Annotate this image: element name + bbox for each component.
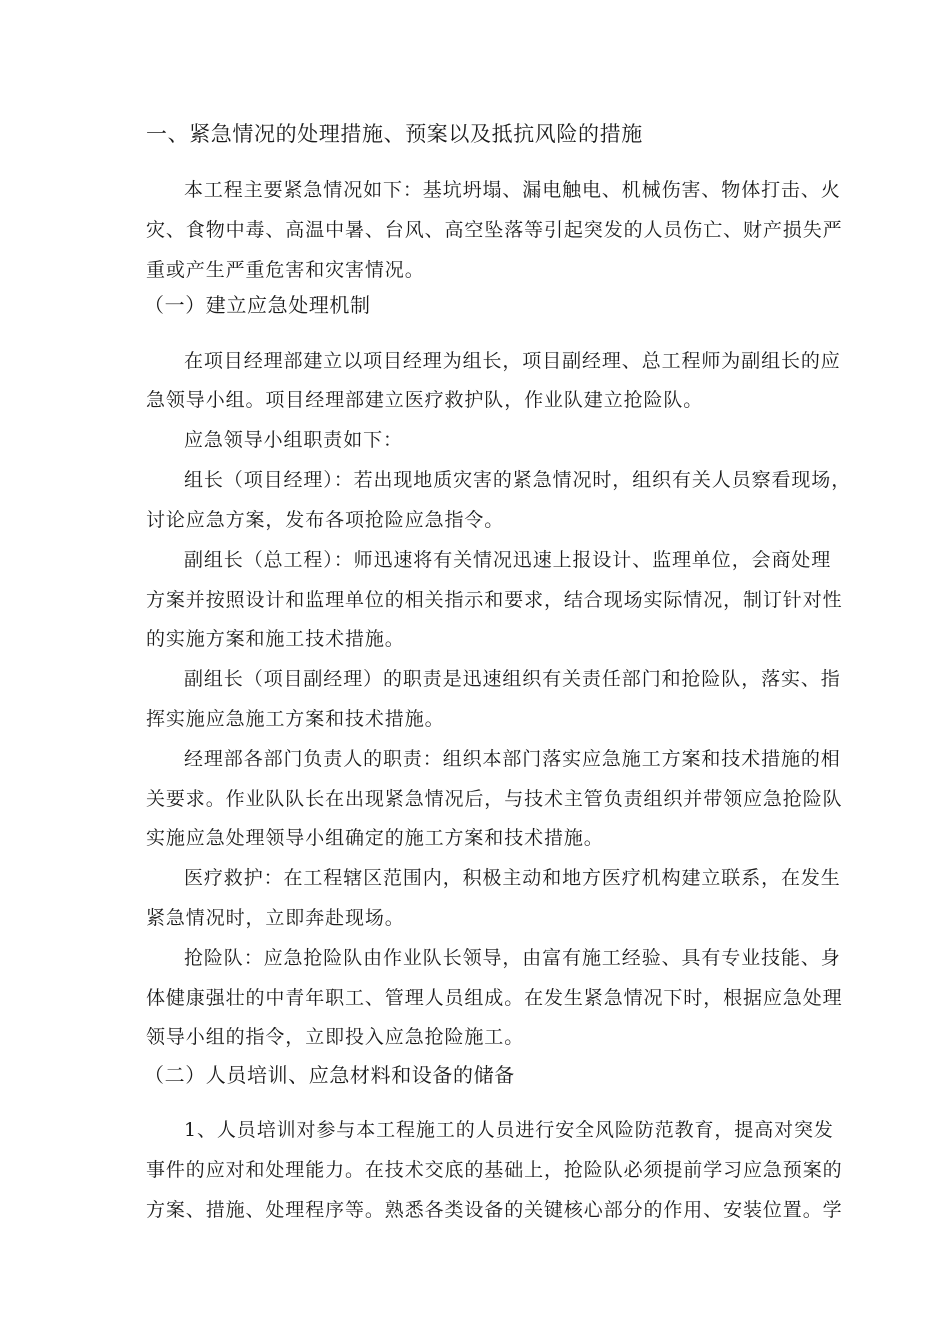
paragraph-line: 体健康强壮的中青年职工、管理人员组成。在发生紧急情况下时，根据应急处理 [146, 987, 843, 1009]
paragraph-line: 经理部各部门负责人的职责：组织本部门落实应急施工方案和技术措施的相 [184, 748, 841, 770]
paragraph-line: 关要求。作业队队长在出现紧急情况后，与技术主管负责组织并带领应急抢险队 [146, 788, 843, 810]
paragraph-line: 方案、措施、处理程序等。熟悉各类设备的关键核心部分的作用、安装位置。学 [146, 1199, 843, 1221]
paragraph-line: 讨论应急方案，发布各项抢险应急指令。 [146, 509, 505, 531]
paragraph-line: 实施应急处理领导小组确定的施工方案和技术措施。 [146, 827, 604, 849]
intro-line: 灾、食物中毒、高温中暑、台风、高空坠落等引起突发的人员伤亡、财产损失严 [146, 219, 843, 241]
intro-line: 本工程主要紧急情况如下：基坑坍塌、漏电触电、机械伤害、物体打击、火 [184, 179, 841, 201]
paragraph-line: 紧急情况时，立即奔赴现场。 [146, 907, 405, 929]
paragraph-line: 1、人员培训对参与本工程施工的人员进行安全风险防范教育，提高对突发 [184, 1119, 834, 1141]
paragraph-line: 在项目经理部建立以项目经理为组长，项目副经理、总工程师为副组长的应 [184, 350, 841, 372]
section-heading-1: （一）建立应急处理机制 [144, 293, 371, 317]
paragraph-line: 领导小组的指令，立即投入应急抢险施工。 [146, 1026, 525, 1048]
paragraph-line: 挥实施应急施工方案和技术措施。 [146, 708, 445, 730]
paragraph-line: 急领导小组。项目经理部建立医疗救护队，作业队建立抢险队。 [146, 389, 704, 411]
section-heading-2: （二）人员培训、应急材料和设备的储备 [144, 1063, 515, 1087]
paragraph-line: 抢险队：应急抢险队由作业队长领导，由富有施工经验、具有专业技能、身 [184, 947, 841, 969]
intro-line: 重或产生严重危害和灾害情况。 [146, 259, 425, 281]
paragraph-line: 副组长（总工程）：师迅速将有关情况迅速上报设计、监理单位，会商处理 [184, 549, 832, 571]
main-heading: 一、紧急情况的处理措施、预案以及抵抗风险的措施 [146, 122, 643, 146]
paragraph-line: 应急领导小组职责如下： [184, 429, 403, 451]
paragraph-line: 副组长（项目副经理）的职责是迅速组织有关责任部门和抢险队，落实、指 [184, 668, 841, 690]
paragraph-line: 组长（项目经理）：若出现地质灾害的紧急情况时，组织有关人员察看现场， [184, 469, 852, 491]
paragraph-line: 医疗救护：在工程辖区范围内，积极主动和地方医疗机构建立联系，在发生 [184, 867, 841, 889]
paragraph-line: 事件的应对和处理能力。在技术交底的基础上，抢险队必须提前学习应急预案的 [146, 1159, 843, 1181]
paragraph-line: 的实施方案和施工技术措施。 [146, 628, 405, 650]
paragraph-line: 方案并按照设计和监理单位的相关指示和要求，结合现场实际情况，制订针对性 [146, 589, 843, 611]
